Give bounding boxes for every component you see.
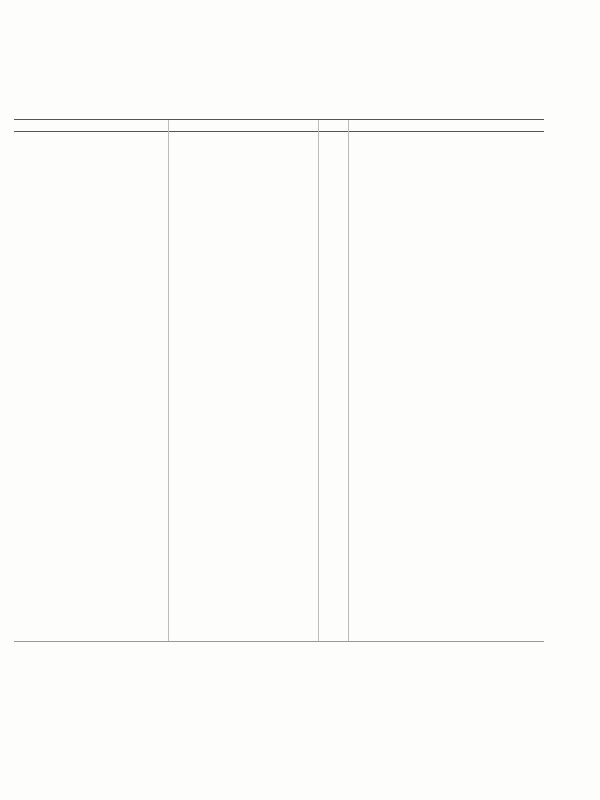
barcode <box>214 76 330 102</box>
column-divider <box>168 120 169 641</box>
table-header-border <box>14 131 544 132</box>
table-top-border <box>14 119 544 120</box>
table-bottom-border <box>14 641 544 642</box>
column-divider <box>348 120 349 641</box>
column-divider <box>318 120 319 641</box>
